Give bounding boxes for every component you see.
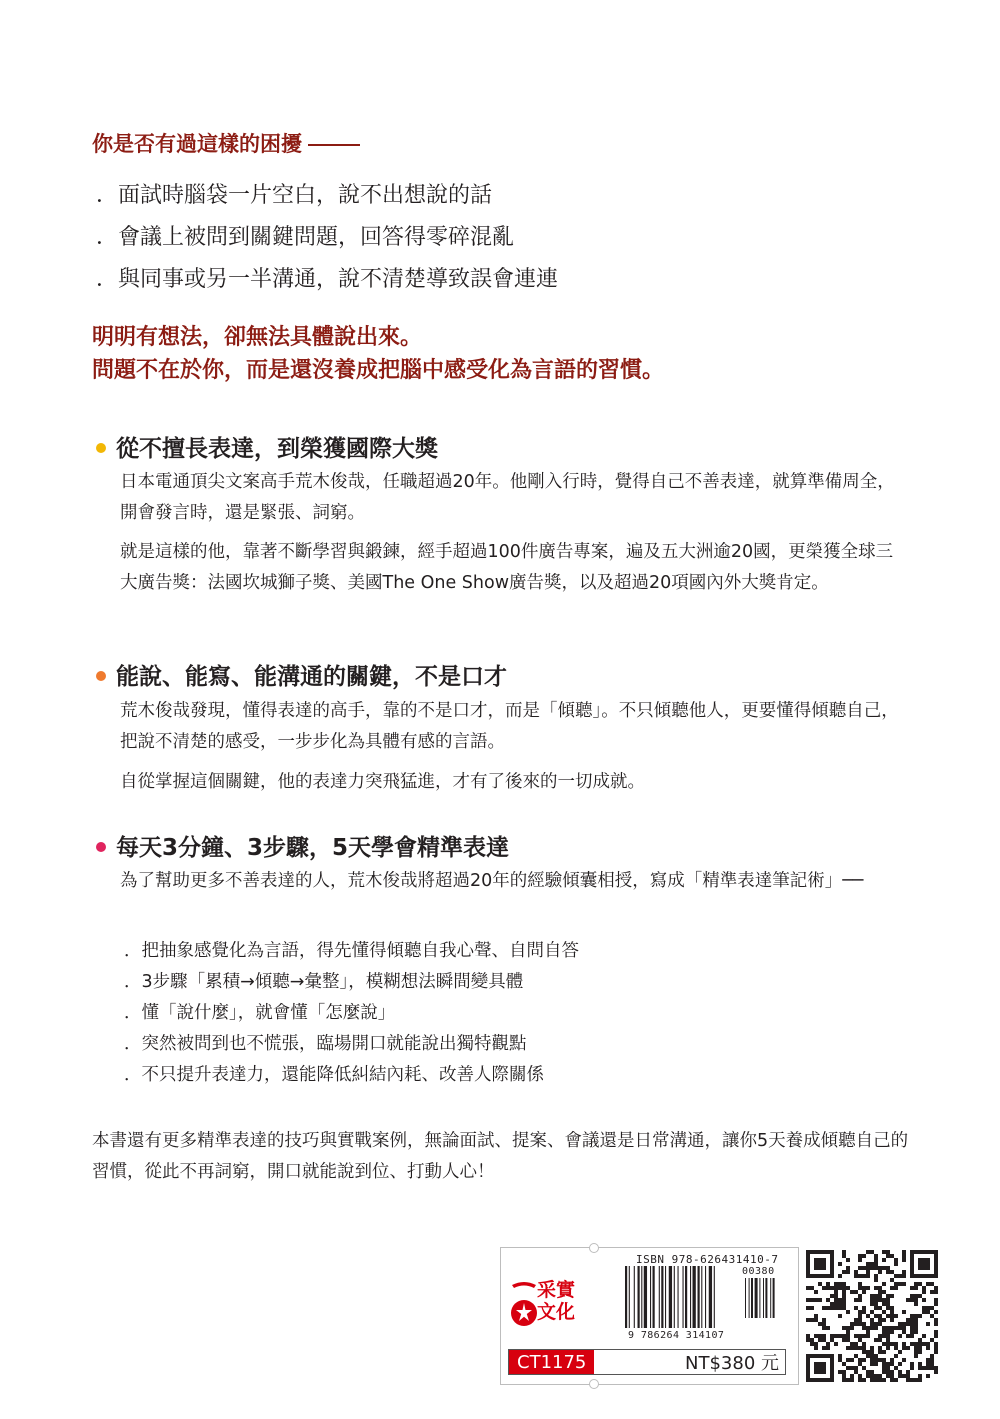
list-item: ．把抽象感覺化為言語，得先懂得傾聽自我心聲、自問自答 [124, 941, 579, 961]
publisher-name-line-1: 采實 [537, 1279, 576, 1301]
list-item: ．懂「說什麼」，就會懂「怎麼說」 [124, 1003, 396, 1023]
section-1-bullet-icon [96, 443, 106, 453]
pain-point-1: ．面試時腦袋一片空白，說不出想說的話 [96, 183, 493, 208]
list-item: ．突然被問到也不慌張，臨場開口就能說出獨特觀點 [124, 1034, 527, 1054]
publisher-logo-icon [510, 1279, 538, 1341]
price-code-text: 00380 [742, 1266, 775, 1277]
section-2-bullet-icon [96, 671, 106, 681]
intro-dash [308, 144, 360, 146]
price-label: NT$380 元 [685, 1353, 779, 1374]
section-2-title [96, 658, 507, 691]
section-3-bullet-list [124, 936, 579, 1091]
section-2-paragraph-1: 荒木俊哉發現，懂得表達的高手，靠的不是口才，而是「傾聽」。不只傾聽他人，更要懂得傾聽自己，把說不清楚的感受，一步步化為具體有感的言語。 [120, 701, 899, 752]
intro-question [92, 128, 360, 158]
section-3-title-text: 每天3分鐘、3步驟，5天學會精準表達 [116, 835, 510, 861]
section-3-bullet-icon [96, 842, 106, 852]
section-2-paragraph-2: 自從掌握這個關鍵，他的表達力突飛猛進，才有了後來的一切成就。 [120, 772, 645, 792]
section-1-title-text: 從不擅長表達，到榮獲國際大獎 [116, 436, 438, 462]
panel-notch [589, 1379, 599, 1389]
intro-question-text: 你是否有過這樣的困擾 [92, 132, 302, 156]
product-code: CT1175 [509, 1350, 594, 1374]
headline-line-2: 問題不在於你，而是還沒養成把腦中感受化為言語的習慣。 [92, 358, 665, 383]
addon-barcode-graphic [744, 1278, 784, 1318]
qr-code-icon [806, 1250, 938, 1382]
section-1-title [96, 430, 438, 463]
product-code-bar [508, 1349, 786, 1375]
panel-notch [589, 1243, 599, 1253]
closing-paragraph: 本書還有更多精準表達的技巧與實戰案例，無論面試、提案、會議還是日常溝通，讓你5天養成傾聽自己的習慣，從此不再詞窮，開口就能說到位、打動人心！ [92, 1131, 909, 1182]
barcode-digits: 9 786264 314107 [628, 1330, 725, 1341]
list-item: ．不只提升表達力，還能降低糾結內耗、改善人際關係 [124, 1065, 544, 1085]
headline-line-1: 明明有想法，卻無法具體說出來。 [92, 325, 423, 350]
pain-point-3: ．與同事或另一半溝通，說不清楚導致誤會連連 [96, 267, 559, 292]
publisher-name-line-2: 文化 [537, 1301, 576, 1323]
pain-point-2: ．會議上被問到關鍵問題，回答得零碎混亂 [96, 225, 515, 250]
section-2-title-text: 能說、能寫、能溝通的關鍵，不是口才 [116, 664, 507, 690]
list-item: ．3步驟「累積→傾聽→彙整」，模糊想法瞬間變具體 [124, 972, 524, 992]
publisher-name [537, 1279, 575, 1323]
section-1-paragraph-2: 就是這樣的他，靠著不斷學習與鍛鍊，經手超過100件廣告專案，遍及五大洲逾20國，更榮獲全球三大廣告獎：法國坎城獅子獎、美國The One Show廣告獎，以及超過20項國內外大獎肯定。 [120, 542, 894, 593]
isbn-text: ISBN 978-626431410-7 [636, 1253, 779, 1266]
section-3-title [96, 829, 509, 862]
section-3-paragraph-1: 為了幫助更多不善表達的人，荒木俊哉將超過20年的經驗傾囊相授，寫成「精準表達筆記術」── [120, 871, 864, 891]
section-1-paragraph-1: 日本電通頂尖文案高手荒木俊哉，任職超過20年。他剛入行時，覺得自己不善表達，就算準備周全，開會發言時，還是緊張、詞窮。 [120, 472, 895, 523]
